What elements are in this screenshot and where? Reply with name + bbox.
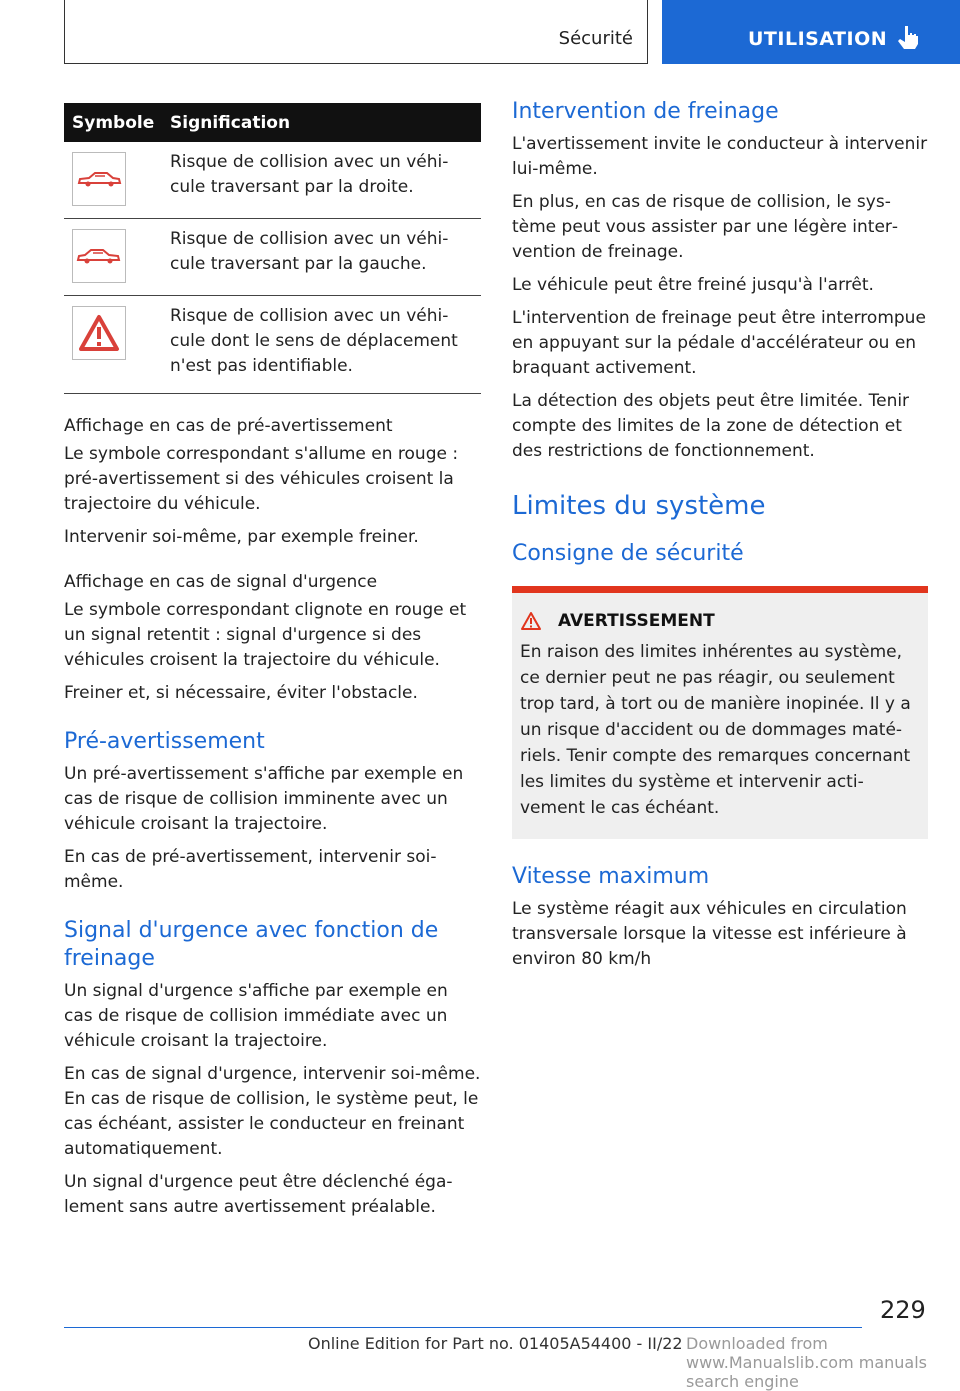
heading-max-speed: Vitesse maximum: [512, 864, 710, 889]
chapter-title: UTILISATION: [748, 28, 888, 50]
paragraph: En plus, en cas de risque de collision, le système peut vous assister par une légère intervention de freinage.: [512, 192, 899, 262]
footer-edition: Online Edition for Part no. 01405A54400 - II/22: [308, 1334, 683, 1353]
paragraph: Intervenir soi-même, par exemple freiner.: [64, 527, 419, 547]
warning-icon: [520, 611, 542, 631]
heading-prewarning: Pré-avertissement: [64, 729, 265, 754]
paragraph: Le véhicule peut être freiné jusqu'à l'arrêt.: [512, 275, 874, 295]
footer-divider: [64, 1327, 862, 1328]
paragraph: Un pré-avertissement s'affiche par exemple en cas de risque de collision imminente avec un véhicule croisant la trajectoire.: [64, 764, 464, 834]
meaning-text: Risque de collision avec un véhicule dont le sens de déplacement n'est pas identifiable.: [164, 296, 481, 394]
paragraph: L'intervention de freinage peut être interrompue en appuyant sur la pédale d'accélérateur ou en braquant activement.: [512, 308, 926, 378]
warning-text: En raison des limites inhérentes au système, ce dernier peut ne pas réagir, ou seulement trop tard, à tort ou de manière inopinée. Il y a un risque d'accident ou de dommages matériels. Tenir compte des remarques concernant les limites du système et intervenir activement le cas échéant.: [520, 642, 911, 818]
heading-emergency-braking: Signal d'urgence avec fonction de freinage: [64, 918, 439, 971]
heading-safety-notice: Consigne de sécurité: [512, 541, 744, 566]
heading-braking-intervention: Intervention de freinage: [512, 99, 779, 124]
section-title: Sécurité: [558, 28, 633, 49]
page-number: 229: [880, 1296, 926, 1324]
pointing-hand-icon: [896, 24, 920, 50]
paragraph: Le symbole correspondant s'allume en rouge : pré-avertissement si des véhicules croisent la trajectoire du véhicule.: [64, 444, 459, 514]
table-row: [64, 296, 481, 394]
subheading-prewarning-display: Affichage en cas de pré-avertissement: [64, 416, 393, 436]
header-chapter-tab[interactable]: [662, 0, 960, 64]
table-header-meaning: Signification: [164, 103, 481, 142]
left-column: [64, 103, 481, 1228]
meaning-text: Risque de collision avec un véhicule traversant par la droite.: [164, 142, 481, 219]
paragraph: Le symbole correspondant clignote en rouge et un signal retentit : signal d'urgence si des véhicules croisent la trajectoire du véhicule.: [64, 600, 467, 670]
meaning-text: Risque de collision avec un véhicule traversant par la gauche.: [164, 219, 481, 296]
paragraph: En cas de signal d'urgence, intervenir soi-même. En cas de risque de collision, le système peut, le cas échéant, assister le conducteur en freinant automatiquement.: [64, 1064, 481, 1159]
table-row: [64, 219, 481, 296]
table-header-symbol: Symbole: [64, 103, 164, 142]
paragraph: La détection des objets peut être limitée. Tenir compte des limites de la zone de détection et des restrictions de fonctionnement.: [512, 391, 910, 461]
paragraph: Le système réagit aux véhicules en circulation transversale lorsque la vitesse est inférieure à environ 80 km/h: [512, 899, 907, 969]
paragraph: Un signal d'urgence s'affiche par exemple en cas de risque de collision immédiate avec un véhicule croisant la trajectoire.: [64, 981, 448, 1051]
right-column: [512, 98, 928, 980]
warning-label: AVERTISSEMENT: [558, 611, 715, 631]
heading-system-limits: Limites du système: [512, 491, 766, 521]
watermark: Downloaded from www.Manualslib.com manuals search engine: [686, 1334, 927, 1391]
warning-box: [512, 586, 928, 839]
header-section-box: [64, 0, 648, 64]
symbol-table: [64, 103, 481, 394]
paragraph: En cas de pré-avertissement, intervenir soi-même.: [64, 847, 437, 892]
paragraph: Un signal d'urgence peut être déclenché également sans autre avertissement préalable.: [64, 1172, 453, 1217]
car-right-icon: [72, 152, 126, 206]
table-row: [64, 142, 481, 219]
car-left-icon: [72, 229, 126, 283]
warning-triangle-icon: [72, 306, 126, 360]
paragraph: L'avertissement invite le conducteur à intervenir lui-même.: [512, 134, 928, 179]
subheading-emergency-display: Affichage en cas de signal d'urgence: [64, 572, 378, 592]
paragraph: Freiner et, si nécessaire, éviter l'obstacle.: [64, 683, 418, 703]
